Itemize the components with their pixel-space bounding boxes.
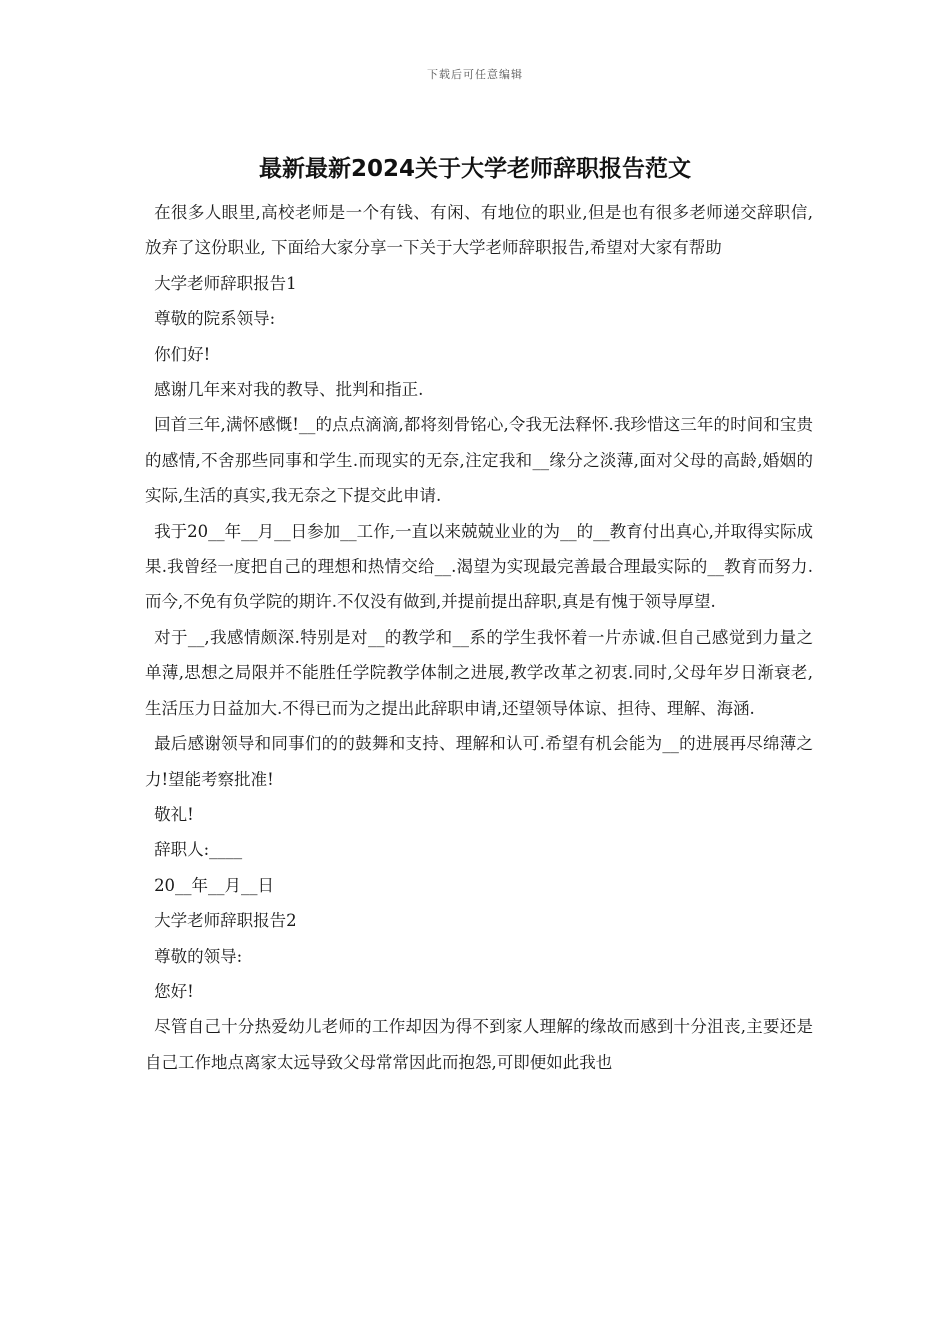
report-1-heading: 大学老师辞职报告1 (154, 273, 297, 293)
body-paragraph: 感谢几年来对我的教导、批判和指正. (154, 380, 424, 400)
greeting-paragraph: 您好! (154, 981, 194, 1001)
body-paragraph: 最后感谢领导和同事们的的鼓舞和支持、理解和认可.希望有机会能为__的进展再尽绵薄之力!望能考察批准! (145, 734, 813, 789)
intro-paragraph: 在很多人眼里,高校老师是一个有钱、有闲、有地位的职业,但是也有很多老师递交辞职信,放弃了这份职业, 下面给大家分享一下关于大学老师辞职报告,希望对大家有帮助 (145, 203, 813, 258)
greeting-paragraph: 你们好! (154, 344, 211, 364)
salutation-paragraph: 尊敬的院系领导: (154, 309, 276, 329)
body-paragraph: 对于__,我感情颇深.特别是对__的教学和__系的学生我怀着一片赤诚.但自己感觉到力量之单薄,思想之局限并不能胜任学院教学体制之进展,教学改革之初衷.同时,父母年岁日渐衰老,生活压力日益加大.不得已而为之提出此辞职申请,还望领导体谅、担待、理解、海涵. (145, 627, 813, 718)
header-note: 下载后可任意编辑 (427, 68, 523, 81)
closing-paragraph: 敬礼! (154, 804, 194, 824)
date-paragraph: 20__年__月__日 (154, 875, 275, 895)
body-paragraph: 回首三年,满怀感慨!__的点点滴滴,都将刻骨铭心,令我无法释怀.我珍惜这三年的时间和宝贵的感情,不舍那些同事和学生.而现实的无奈,注定我和__缘分之淡薄,面对父母的高龄,婚姻的实际,生活的真实,我无奈之下提交此申请. (145, 415, 813, 506)
signature-paragraph: 辞职人:____ (154, 840, 243, 860)
body-paragraph: 我于20__年__月__日参加__工作,一直以来兢兢业业的为__的__教育付出真心,并取得实际成果.我曾经一度把自己的理想和热情交给__.渴望为实现最完善最合理最实际的__教育而努力.而今,不免有负学院的期许.不仅没有做到,并提前提出辞职,真是有愧于领导厚望. (145, 521, 813, 612)
document-body (145, 195, 813, 1080)
salutation-paragraph: 尊敬的领导: (154, 946, 243, 966)
document-title: 最新最新2024关于大学老师辞职报告范文 (258, 156, 691, 182)
body-paragraph: 尽管自己十分热爱幼儿老师的工作却因为得不到家人理解的缘故而感到十分沮丧,主要还是自己工作地点离家太远导致父母常常因此而抱怨,可即便如此我也 (145, 1017, 813, 1072)
report-2-heading: 大学老师辞职报告2 (154, 911, 297, 931)
